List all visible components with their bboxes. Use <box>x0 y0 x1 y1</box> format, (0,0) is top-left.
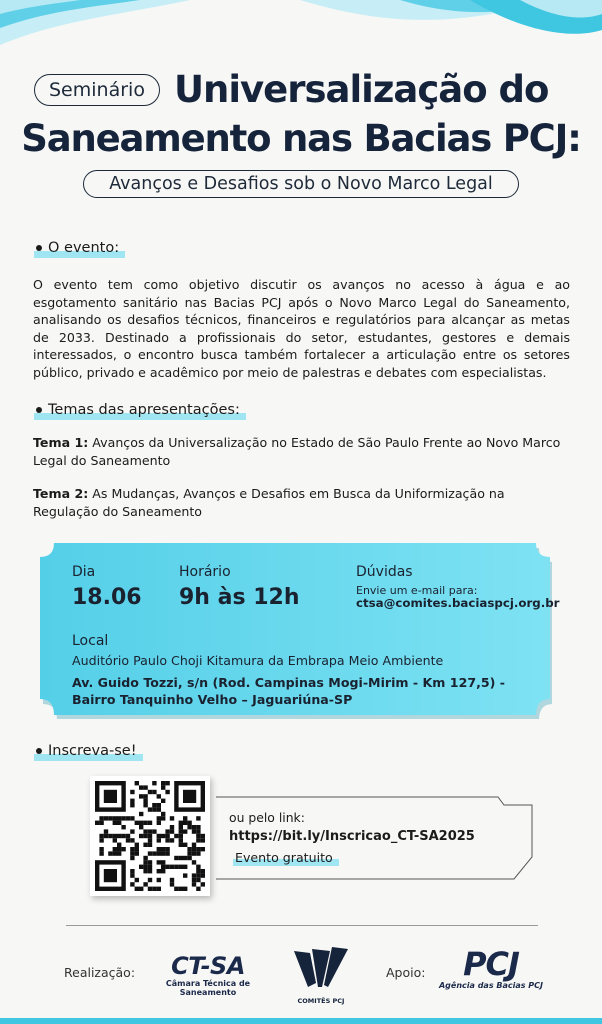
subtitle-pill: Avanços e Desafios sob o Novo Marco Legal <box>83 170 519 198</box>
section-label-temas <box>34 402 246 418</box>
duvidas-text: Envie um e-mail para: <box>356 584 478 597</box>
evento-description: O evento tem como objetivo discutir os avanços no acesso à água e ao esgotamento sanitário nas Bacias PCJ após o Novo Marco Legal do Saneamento, analisando os desafios técnicos, financeiros e regulatórios para alcançar as metas de 2033. Destinado a profissionais do setor, estudantes, gestores e demais interessados, o encontro busca também fortalecer a articulação entre os setores público, privado e acadêmico por meio de palestras e debates com especialistas. <box>33 277 570 380</box>
registration-link[interactable]: https://bit.ly/Inscricao_CT-SA2025 <box>229 829 475 844</box>
section-label-evento <box>34 240 125 256</box>
tema-2-prefix: Tema 2: <box>33 486 89 501</box>
dia-label: Dia <box>72 564 96 580</box>
agencia-pcj-text: Agência das Bacias PCJ <box>438 981 543 990</box>
apoio-label: Apoio: <box>386 965 426 980</box>
section-label-text: Temas das apresentações: <box>48 402 240 418</box>
header <box>0 68 602 198</box>
ctsa-logo-full: Câmara Técnica de Saneamento <box>165 979 251 997</box>
pcj-logo-name: PCJ <box>463 945 519 983</box>
tema-1-text: Avanços da Universalização no Estado de São Paulo Frente ao Novo Marco Legal do Saneamento <box>33 435 561 468</box>
duvidas-email[interactable]: ctsa@comites.baciaspcj.org.br <box>356 596 560 610</box>
seminario-badge: Seminário <box>34 74 160 106</box>
title-line-2: Saneamento nas Bacias PCJ: <box>21 117 581 160</box>
link-prefix: ou pelo link: <box>229 810 305 825</box>
tema-1-prefix: Tema 1: <box>33 435 89 450</box>
comites-pcj-icon <box>290 943 352 991</box>
local-address: Av. Guido Tozzi, s/n (Rod. Campinas Mogi-Mirim - Km 127,5) - Bairro Tanquinho Velho – Jaguariúna-SP <box>72 675 506 707</box>
event-info-ticket <box>38 541 560 719</box>
realizacao-label: Realização: <box>64 965 136 980</box>
tema-1 <box>33 434 570 469</box>
qr-code-icon <box>95 781 205 891</box>
comites-pcj-text: COMITÊS PCJ <box>297 997 345 1005</box>
ctsa-logo-name: CT-SA <box>171 952 245 980</box>
section-label-inscreva <box>34 743 143 759</box>
bottom-bar <box>0 1018 602 1024</box>
qr-code[interactable] <box>90 776 210 896</box>
comites-pcj-logo <box>290 943 352 1005</box>
section-label-text: O evento: <box>48 240 120 256</box>
section-label-text: Inscreva-se! <box>48 743 137 759</box>
footer-divider <box>66 925 538 926</box>
bullet-dot-icon <box>36 407 42 413</box>
free-event-tag <box>233 850 339 865</box>
local-name: Auditório Paulo Choji Kitamura da Embrapa Meio Ambiente <box>72 653 444 668</box>
dia-value: 18.06 <box>72 585 142 610</box>
duvidas-label: Dúvidas <box>356 564 413 580</box>
local-label: Local <box>72 633 109 649</box>
tema-2-text: As Mudanças, Avanços e Desafios em Busca da Uniformização na Regulação do Saneamento <box>33 486 505 519</box>
horario-label: Horário <box>179 564 231 580</box>
agencia-pcj-logo <box>436 947 546 990</box>
bullet-dot-icon <box>36 245 42 251</box>
tema-2 <box>33 485 570 520</box>
ctsa-logo <box>143 953 273 997</box>
free-event-text: Evento gratuito <box>235 850 333 865</box>
horario-value: 9h às 12h <box>179 585 300 610</box>
title-line-1: Universalização do <box>173 68 549 111</box>
bullet-dot-icon <box>36 748 42 754</box>
